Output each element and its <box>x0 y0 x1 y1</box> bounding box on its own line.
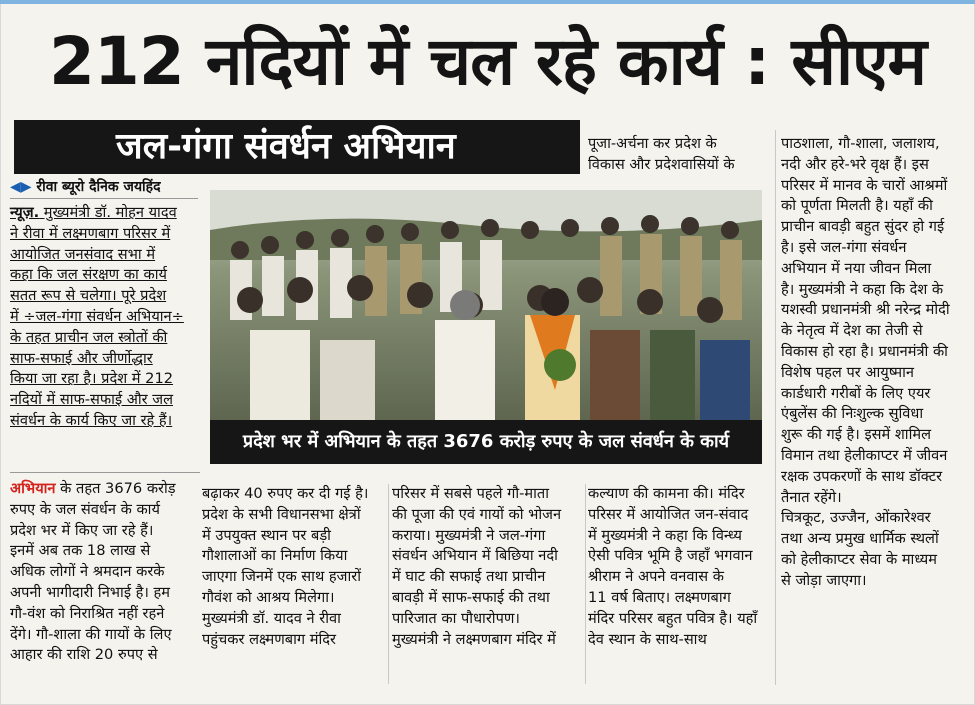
text-line: प्रदेश के सभी विधानसभा क्षेत्रों <box>202 505 361 523</box>
text-line: जाएगा जिनमें एक साथ हजारों <box>202 568 362 586</box>
photo-caption: प्रदेश भर में अभियान के तहत 3676 करोड़ रुपए के जल संवर्धन के कार्य <box>210 420 762 464</box>
text-line: है। मुख्यमंत्री ने कहा कि देश के <box>781 280 944 298</box>
text-line: संवर्धन के कार्य किए जा रहे हैं। <box>10 411 173 429</box>
text-line: 11 वर्ष बिताए। लक्ष्मणबाग <box>588 588 731 606</box>
text-line: चित्रकूट, उज्जैन, ओंकारेश्वर <box>781 509 931 527</box>
text-line: संवर्धन अभियान में बिछिया नदी <box>392 547 558 565</box>
text-line: ऐसी पवित्र भूमि है जहाँ भगवान <box>588 547 753 565</box>
byline-rule <box>10 198 198 199</box>
text-line: बढ़ाकर 40 रुपए कर दी गई है। <box>202 485 369 502</box>
text-line: पाठशाला, गौ-शाला, जलाशय, <box>781 135 940 152</box>
lead-rule <box>10 472 200 473</box>
text-line: एंबुलेंस की निःशुल्क सुविधा <box>781 405 924 423</box>
text-line: परिसर में मानव के चारों आश्रमों <box>781 176 948 194</box>
crowd-photo-illustration <box>210 190 762 420</box>
column-divider <box>388 484 389 684</box>
text-line: मुख्यमंत्री ने लक्ष्मणबाग मंदिर में <box>392 630 556 648</box>
text-line: प्राचीन बावड़ी बहुत सुंदर हो गई <box>781 218 945 236</box>
text-line: शुरू की गई है। इसमें शामिल <box>781 426 931 444</box>
text-line: ने रीवा में लक्ष्मणबाग परिसर में <box>10 224 171 242</box>
text-line: विमान तथा हेलीकाप्टर में जीवन <box>781 446 948 464</box>
column-divider <box>585 484 586 684</box>
text-line: आयोजित जनसंवाद सभा में <box>10 245 156 263</box>
text-line: में उपयुक्त स्थान पर बड़ी <box>202 526 331 544</box>
text-line: की पूजा की एवं गायों को भोजन <box>392 505 562 523</box>
text-line: अधिक लोगों ने श्रमदान करके <box>10 563 165 581</box>
text-line: में घाट की सफाई तथा प्राचीन <box>392 568 546 586</box>
text-line: के नेतृत्व में देश का तेजी से <box>781 322 923 340</box>
text-line: मुख्यमंत्री डॉ. यादव ने रीवा <box>202 609 341 627</box>
text-line: में मुख्यमंत्री ने कहा कि विन्ध्य <box>588 526 742 544</box>
lead-word: न्यूज़. <box>10 204 40 221</box>
top-border-line <box>0 0 975 4</box>
column-1-body <box>10 479 200 666</box>
text-line: है। इसे जल-गंगा संवर्धन <box>781 238 907 256</box>
text-line: विशेष पहल पर आयुष्मान <box>781 363 914 381</box>
text-line: कार्डधारी गरीबों के लिए एयर <box>781 384 931 402</box>
text-line: बावड़ी में साफ-सफाई की तथा <box>392 588 550 606</box>
text-line: गौ-वंश को निराश्रित नहीं रहने <box>10 604 165 622</box>
text-line: साफ-सफाई और जीर्णोद्धार <box>10 349 153 367</box>
text-line: सतत रूप से चलेगा। पूरे प्रदेश <box>10 287 167 305</box>
text-line: से जोड़ा जाएगा। <box>781 571 867 589</box>
text-line: को पूर्णता मिलती है। यहाँ की <box>781 197 933 215</box>
text-line: पारिजात का पौधारोपण। <box>392 609 520 627</box>
byline-marker-icon: ◀▶ <box>10 179 32 195</box>
text-line: अभियान के तहत 3676 करोड़ <box>10 480 176 497</box>
text-line: किया जा रहा है। प्रदेश में 212 <box>10 370 174 388</box>
text-line: कल्याण की कामना की। मंदिर <box>588 485 745 502</box>
headline: 212 नदियों में चल रहे कार्य : सीएम <box>48 23 927 100</box>
column-divider <box>775 130 776 685</box>
text-line: विकास हो रहा है। प्रधानमंत्री की <box>781 342 948 360</box>
text-line: श्रीराम ने अपने वनवास के <box>588 568 724 586</box>
news-photo <box>210 190 762 420</box>
text-line: कहा कि जल संरक्षण का कार्य <box>10 266 167 284</box>
text-line: को हेलीकाप्टर सेवा के माध्यम <box>781 550 938 568</box>
lead-paragraph <box>10 203 200 432</box>
text-line: देव स्थान के साथ-साथ <box>588 630 707 648</box>
subheadline-bar: जल-गंगा संवर्धन अभियान <box>14 120 580 174</box>
text-line: देंगे। गौ-शाला की गायों के लिए <box>10 625 172 643</box>
text-line: न्यूज़. मुख्यमंत्री डॉ. मोहन यादव <box>10 204 177 221</box>
text-line: गौशालाओं का निर्माण किया <box>202 547 348 565</box>
text-line: प्रदेश भर में किए जा रहे हैं। <box>10 521 154 539</box>
text-line: इनमें अब तक 18 लाख से <box>10 542 151 560</box>
text-line: नदियों में साफ-सफाई और जल <box>10 391 174 409</box>
text-line: पहुंचकर लक्ष्मणबाग मंदिर <box>202 630 336 648</box>
text-line: आहार की राशि 20 रुपए से <box>10 646 158 664</box>
text-line: अभियान में नया जीवन मिला <box>781 259 932 277</box>
text-line: अपनी भागीदारी निभाई है। हम <box>10 583 171 601</box>
text-line: कराया। मुख्यमंत्री ने जल-गंगा <box>392 526 546 544</box>
column-4-top <box>588 134 768 176</box>
text-line: रक्षक उपकरणों के साथ डॉक्टर <box>781 467 943 485</box>
text-line: नदी और हरे-भरे वृक्ष हैं। इस <box>781 155 929 173</box>
byline <box>10 177 161 197</box>
text-line: गौवंश को आश्रय मिलेगा। <box>202 588 335 606</box>
lead-word: अभियान <box>10 480 56 497</box>
text-line: परिसर में सबसे पहले गौ-माता <box>392 485 550 502</box>
column-5 <box>781 134 967 592</box>
text-line: पूजा-अर्चना कर प्रदेश के <box>588 135 717 152</box>
column-3 <box>392 484 582 650</box>
byline-text: रीवा ब्यूरो दैनिक जयहिंद <box>36 179 161 195</box>
text-line: विकास और प्रदेशवासियों के <box>588 155 735 173</box>
text-line: रुपए के जल संवर्धन के कार्य <box>10 500 160 518</box>
column-2 <box>202 484 384 650</box>
text-line: परिसर में आयोजित जन-संवाद <box>588 505 749 523</box>
text-line: यशस्वी प्रधानमंत्री श्री नरेन्द्र मोदी <box>781 301 950 319</box>
text-line: मंदिर परिसर बहुत पवित्र है। यहाँ <box>588 609 758 627</box>
text-line: तथा अन्य प्रमुख धार्मिक स्थलों <box>781 530 939 548</box>
column-4-bottom <box>588 484 770 650</box>
text-line: तैनात रहेंगे। <box>781 488 842 506</box>
text-line: में ÷जल-गंगा संवर्धन अभियान÷ <box>10 307 184 325</box>
text-line: के तहत प्राचीन जल स्त्रोतों की <box>10 328 168 346</box>
